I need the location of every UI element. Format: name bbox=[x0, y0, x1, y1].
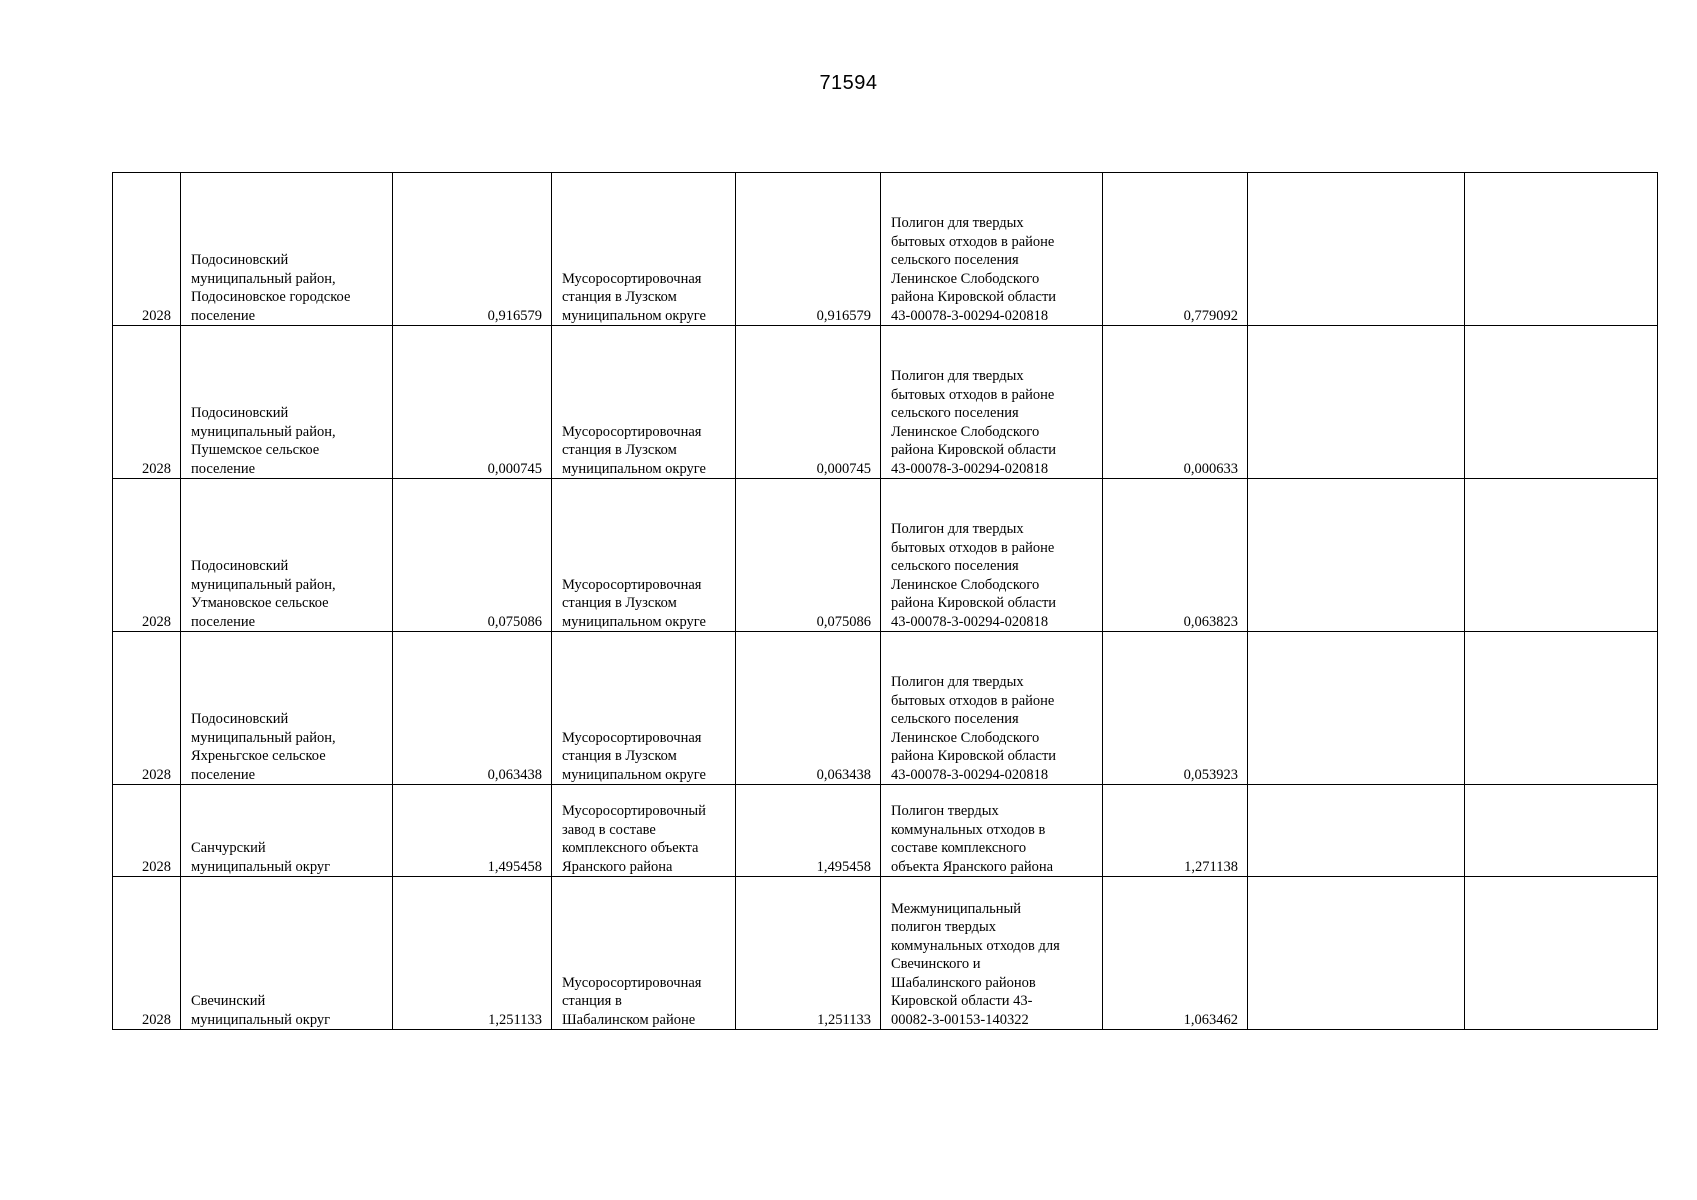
disposal-facility-cell: Полигон для твердых бытовых отходов в районе сельского поселения Ленинское Слободского района Кировской области 43-00078-3-00294-020818 bbox=[881, 326, 1103, 479]
disposal-facility-cell: Полигон для твердых бытовых отходов в районе сельского поселения Ленинское Слободского района Кировской области 43-00078-3-00294-020818 bbox=[881, 173, 1103, 326]
volume-disposed-cell: 0,779092 bbox=[1103, 173, 1248, 326]
volume-generated-cell: 0,000745 bbox=[393, 326, 552, 479]
year-cell: 2028 bbox=[113, 632, 181, 785]
empty-cell bbox=[1248, 632, 1465, 785]
empty-cell bbox=[1248, 479, 1465, 632]
year-cell: 2028 bbox=[113, 326, 181, 479]
municipality-cell: Подосиновский муниципальный район, Подосиновское городское поселение bbox=[181, 173, 393, 326]
volume-processed-cell: 0,063438 bbox=[736, 632, 881, 785]
empty-cell bbox=[1248, 785, 1465, 877]
year-cell: 2028 bbox=[113, 785, 181, 877]
table-row bbox=[113, 785, 1658, 877]
municipality-cell: Подосиновский муниципальный район, Пушемское сельское поселение bbox=[181, 326, 393, 479]
volume-generated-cell: 0,075086 bbox=[393, 479, 552, 632]
table-row bbox=[113, 173, 1658, 326]
page-number: 71594 bbox=[819, 72, 878, 94]
year-cell: 2028 bbox=[113, 877, 181, 1030]
empty-cell bbox=[1465, 479, 1658, 632]
processing-facility-cell: Мусоросортировочная станция в Лузском муниципальном округе bbox=[552, 173, 736, 326]
empty-cell bbox=[1248, 173, 1465, 326]
municipality-cell: Санчурский муниципальный округ bbox=[181, 785, 393, 877]
volume-disposed-cell: 1,271138 bbox=[1103, 785, 1248, 877]
volume-disposed-cell: 1,063462 bbox=[1103, 877, 1248, 1030]
empty-cell bbox=[1465, 326, 1658, 479]
empty-cell bbox=[1465, 632, 1658, 785]
volume-generated-cell: 0,063438 bbox=[393, 632, 552, 785]
processing-facility-cell: Мусоросортировочная станция в Лузском муниципальном округе bbox=[552, 479, 736, 632]
empty-cell bbox=[1465, 173, 1658, 326]
disposal-facility-cell: Полигон для твердых бытовых отходов в районе сельского поселения Ленинское Слободского района Кировской области 43-00078-3-00294-020818 bbox=[881, 479, 1103, 632]
volume-generated-cell: 1,251133 bbox=[393, 877, 552, 1030]
empty-cell bbox=[1248, 326, 1465, 479]
empty-cell bbox=[1248, 877, 1465, 1030]
table-row bbox=[113, 877, 1658, 1030]
municipality-cell: Подосиновский муниципальный район, Утмановское сельское поселение bbox=[181, 479, 393, 632]
disposal-facility-cell: Полигон для твердых бытовых отходов в районе сельского поселения Ленинское Слободского района Кировской области 43-00078-3-00294-020818 bbox=[881, 632, 1103, 785]
municipality-cell: Подосиновский муниципальный район, Яхреньгское сельское поселение bbox=[181, 632, 393, 785]
disposal-facility-cell: Полигон твердых коммунальных отходов в составе комплексного объекта Яранского района bbox=[881, 785, 1103, 877]
year-cell: 2028 bbox=[113, 479, 181, 632]
processing-facility-cell: Мусоросортировочная станция в Лузском муниципальном округе bbox=[552, 326, 736, 479]
empty-cell bbox=[1465, 877, 1658, 1030]
volume-disposed-cell: 0,053923 bbox=[1103, 632, 1248, 785]
waste-flow-table bbox=[112, 172, 1658, 1030]
volume-generated-cell: 0,916579 bbox=[393, 173, 552, 326]
volume-processed-cell: 0,916579 bbox=[736, 173, 881, 326]
table-row bbox=[113, 632, 1658, 785]
volume-generated-cell: 1,495458 bbox=[393, 785, 552, 877]
processing-facility-cell: Мусоросортировочный завод в составе комплексного объекта Яранского района bbox=[552, 785, 736, 877]
disposal-facility-cell: Межмуниципальный полигон твердых коммунальных отходов для Свечинского и Шабалинского районов Кировской области 43- 00082-3-00153-140322 bbox=[881, 877, 1103, 1030]
processing-facility-cell: Мусоросортировочная станция в Шабалинском районе bbox=[552, 877, 736, 1030]
table-row bbox=[113, 479, 1658, 632]
year-cell: 2028 bbox=[113, 173, 181, 326]
volume-processed-cell: 0,000745 bbox=[736, 326, 881, 479]
processing-facility-cell: Мусоросортировочная станция в Лузском муниципальном округе bbox=[552, 632, 736, 785]
volume-disposed-cell: 0,000633 bbox=[1103, 326, 1248, 479]
volume-disposed-cell: 0,063823 bbox=[1103, 479, 1248, 632]
empty-cell bbox=[1465, 785, 1658, 877]
municipality-cell: Свечинский муниципальный округ bbox=[181, 877, 393, 1030]
volume-processed-cell: 1,495458 bbox=[736, 785, 881, 877]
volume-processed-cell: 0,075086 bbox=[736, 479, 881, 632]
table-row bbox=[113, 326, 1658, 479]
volume-processed-cell: 1,251133 bbox=[736, 877, 881, 1030]
